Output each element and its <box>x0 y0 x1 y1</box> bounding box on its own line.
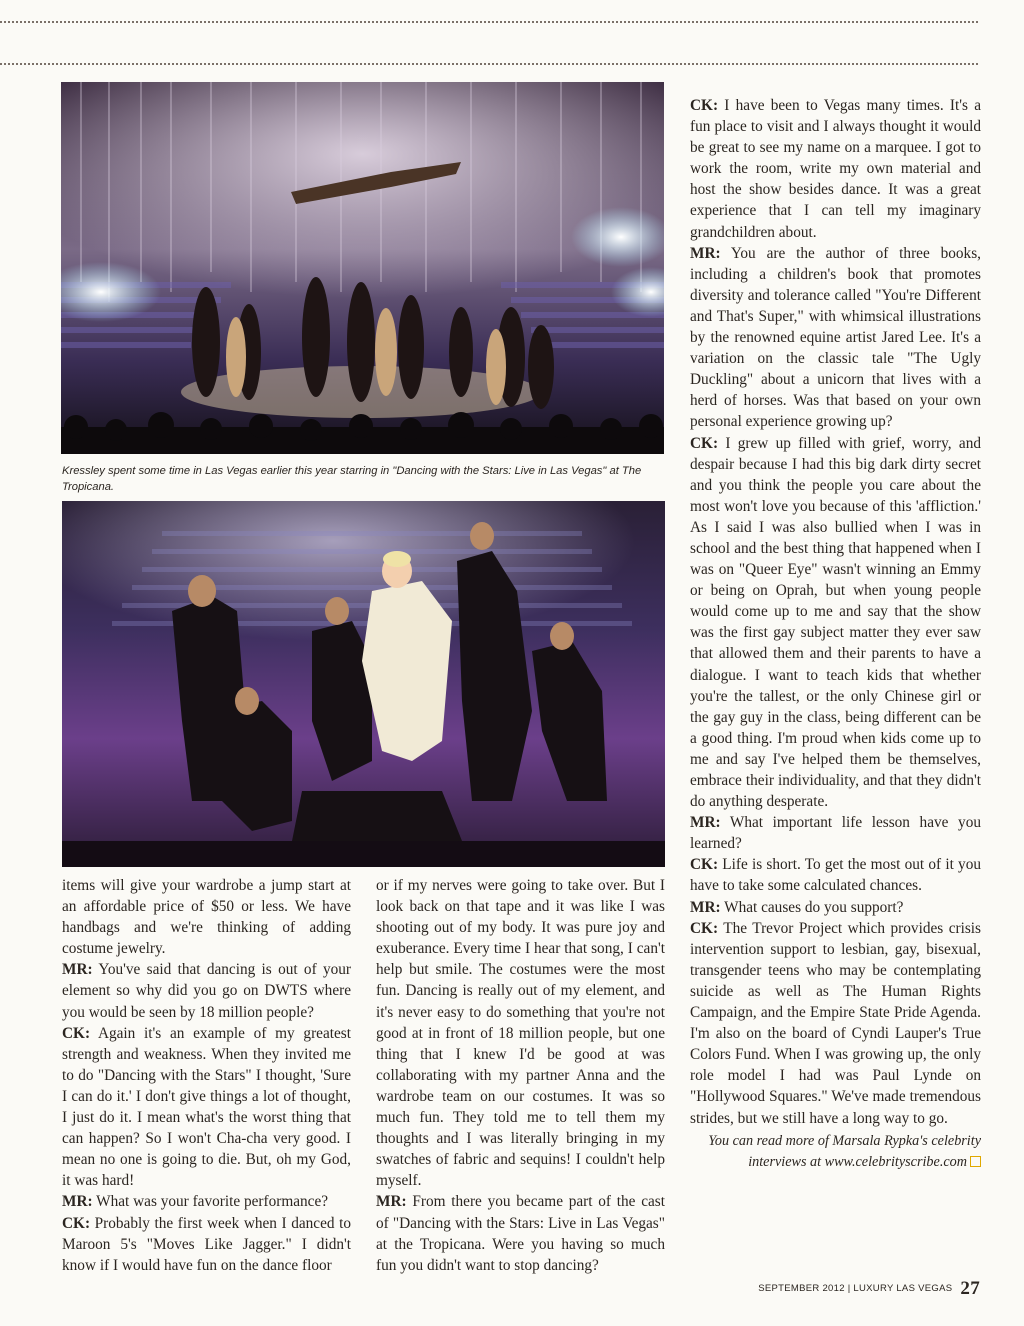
paragraph-text: You are the author of three books, including a children's book that promotes diversity and tolerance called "You're Different and That's Super," with whimsical illustrations by the renowned equine artist Jared Lee. It's a variation on the classic tale "The Ugly Duckling" about a unicorn that lives with a herd of horses. Was that based on your own personal experience growing up? <box>690 244 981 431</box>
paragraph-text: Life is short. To get the most out of it you have to take some calculated chances. <box>690 856 981 895</box>
footer-text: SEPTEMBER 2012 | LUXURY LAS VEGAS <box>758 1283 953 1294</box>
paragraph-text: The Trevor Project which provides crisis intervention support to lesbian, gay, bisexual, transgender teens who may be contemplating suicide as well as The Human Rights Campaign, and the Empire State Pride Agenda. I'm also on the board of Cyndi Lauper's True Colors Fund. When I was growing up, the only role model I had was Paul Lynde on "Hollywood Squares." We've made tremendous strides, but we still have a long way to go. <box>690 919 981 1127</box>
paragraph-text: Probably the first week when I danced to Maroon 5's "Moves Like Jagger." I didn't know if I would have fun on the dance floor <box>62 1214 352 1274</box>
paragraph <box>62 1023 351 1192</box>
paragraph <box>690 433 981 813</box>
paragraph-text: I have been to Vegas many times. It's a fun place to visit and I always thought it would be great to see my name on a marquee. I got to work the room, write my own material and host the show besides dance. It was a great experience that I can tell my imaginary grandchildren about. <box>690 97 982 241</box>
speaker-label: CK: <box>690 856 719 874</box>
speaker-label: CK: <box>62 1024 91 1042</box>
article-column-right <box>690 95 981 1173</box>
top-dotted-rule <box>0 21 978 23</box>
paragraph <box>376 875 665 1191</box>
speaker-label: CK: <box>690 97 719 114</box>
speaker-label: CK: <box>690 919 719 937</box>
paragraph-text: From there you became part of the cast of "Dancing with the Stars: Live in Las Vegas" at the Tropicana. Were you having so much fun you didn't want to stop dancing? <box>376 1193 666 1274</box>
page-number: 27 <box>960 1278 980 1299</box>
speaker-label: MR: <box>62 1193 93 1211</box>
article-column-middle <box>376 875 665 1276</box>
paragraph <box>62 1191 351 1212</box>
paragraph-text: Again it's an example of my greatest strength and weakness. When they invited me to do "Dancing with the Stars" I thought, 'Sure I can do it.' I don't give things a lot of thought, I just do it. I mean what's the worst thing that can happen? So I won't Cha-cha very good. I mean no one is going to die. But, oh my God, it was hard! <box>62 1024 351 1190</box>
paragraph-text: items will give your wardrobe a jump start at an affordable price of $50 or less. We have handbags and we're thinking of adding costume jewelry. <box>62 877 351 958</box>
paragraph-text: You've said that dancing is out of your element so why did you go on DWTS where you would be seen by 18 million people? <box>62 961 352 1021</box>
speaker-label: MR: <box>62 961 93 979</box>
paragraph-text: or if my nerves were going to take over. But I look back on that tape and it was like I was shooting out of my body. It was pure joy and exuberance. Every time I hear that song, I can't help but smile. The costumes were the most fun. Dancing is really out of my element, and it's never easy to do something that you're not good at in front of 18 million people, but one thing that I knew I'd be good at was collaborating with my partner Anna and the wardrobe team on our costumes. It was so much fun. They told me to tell them my thoughts and I was literally bringing in my swatches of fabric and sequins! I couldn't help myself. <box>376 877 665 1190</box>
paragraph-text: What causes do you support? <box>724 898 904 916</box>
paragraph <box>690 918 981 1129</box>
speaker-label: MR: <box>690 898 721 916</box>
speaker-label: MR: <box>690 244 721 262</box>
author-credit-text: You can read more of Marsala Rypka's celebrity interviews at www.celebrityscribe.com <box>708 1132 981 1170</box>
photo-caption: Kressley spent some time in Las Vegas earlier this year starring in "Dancing with the Stars: Live in Las Vegas" at The Tropicana. <box>62 465 642 493</box>
article-column-left <box>62 875 351 1276</box>
paragraph <box>690 812 981 854</box>
top-stage-photo <box>61 82 664 454</box>
speaker-label: CK: <box>62 1214 91 1232</box>
paragraph <box>62 1213 351 1276</box>
paragraph-text: I grew up filled with grief, worry, and despair because I had this big dark dirty secret and you think the people you care about the most won't love you because of this 'affliction.' As I said I was also bullied when I was in school and the best thing that happened when I was on "Queer Eye" wasn't winning an Emmy or being on Oprah, but when young people would come up to me and say that the show was the first gay subject matter they ever saw that allowed them and their parents to have a dialogue. I want to teach kids that whether you're the tallest, or the only Chinese girl or the gay guy in the class, being different can be a good thing. I'm proud when kids come up to me and say I've helped them be themselves, embrace their individuality, and that they didn't do anything desperate. <box>690 434 981 811</box>
author-credit <box>690 1131 981 1173</box>
paragraph-text: What was your favorite performance? <box>96 1193 329 1211</box>
paragraph <box>690 854 981 896</box>
second-dotted-rule <box>0 63 978 65</box>
page-footer <box>758 1278 980 1300</box>
bottom-stage-photo <box>62 501 665 867</box>
speaker-label: MR: <box>690 814 721 832</box>
paragraph <box>690 243 981 433</box>
speaker-label: CK: <box>690 434 719 452</box>
paragraph <box>690 95 981 243</box>
paragraph <box>62 875 351 959</box>
paragraph-text: What important life lesson have you learned? <box>690 814 981 853</box>
speaker-label: MR: <box>376 1193 407 1211</box>
end-mark-icon <box>970 1156 981 1167</box>
paragraph <box>690 897 981 918</box>
paragraph <box>376 1191 665 1275</box>
paragraph <box>62 959 351 1022</box>
